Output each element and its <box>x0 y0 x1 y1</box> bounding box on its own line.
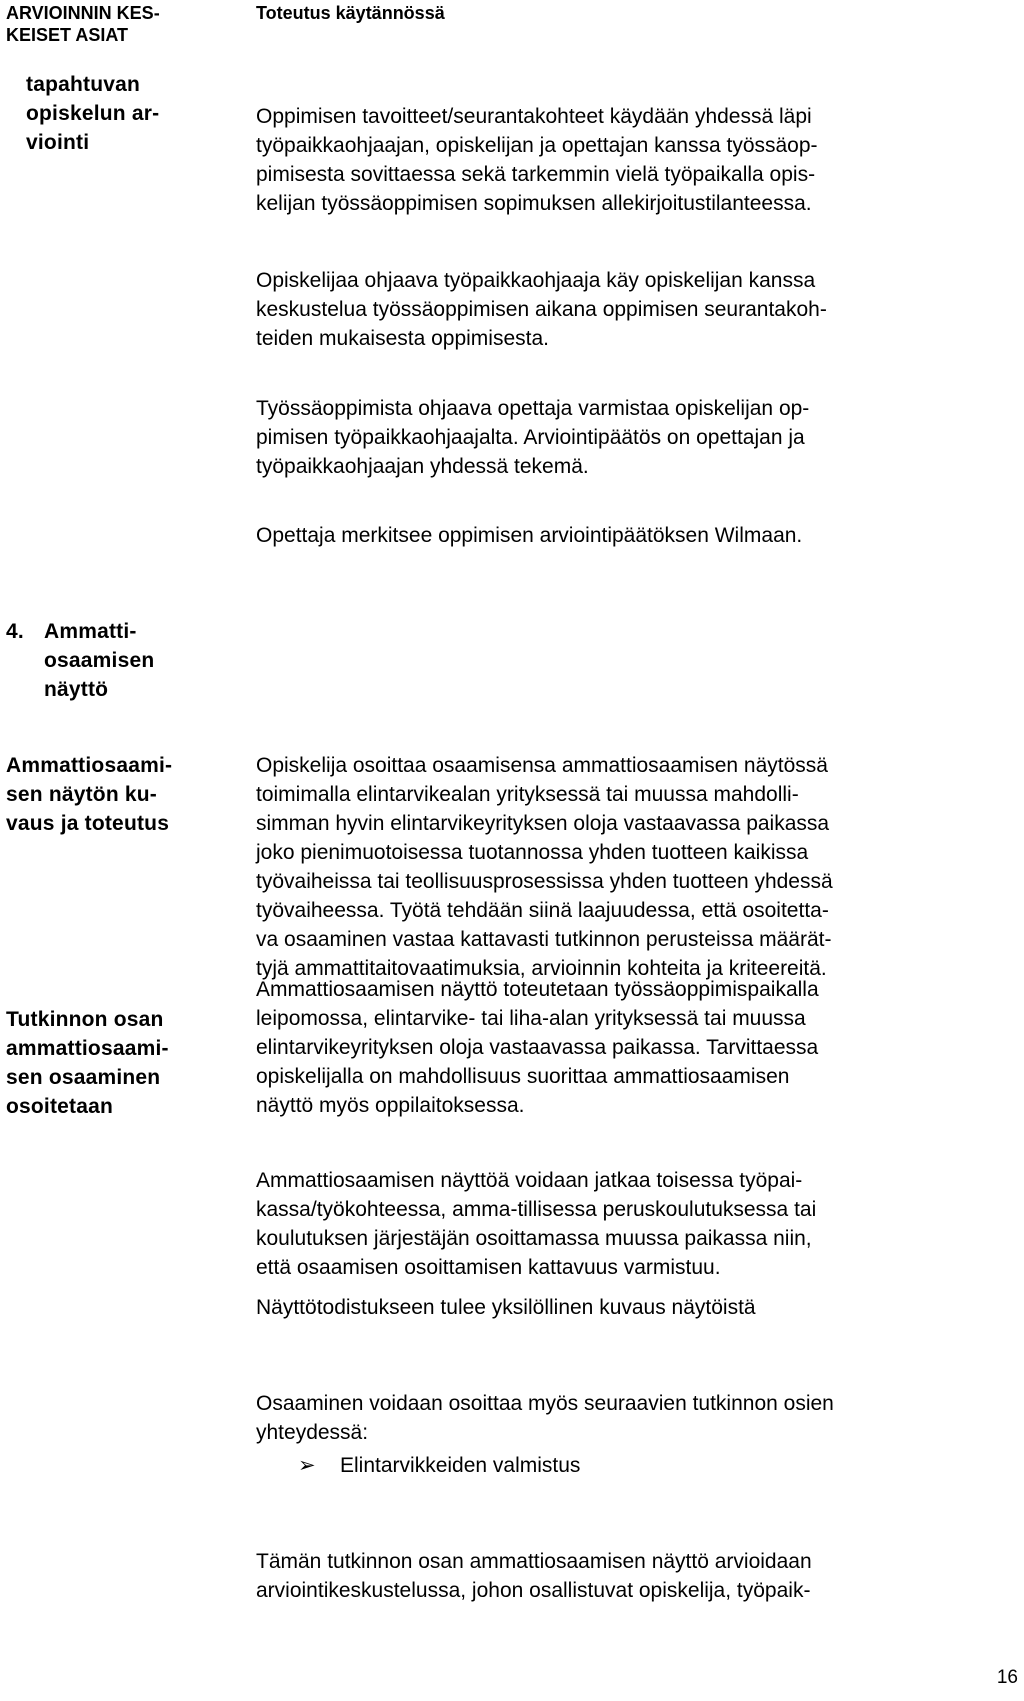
bullet-item <box>298 1451 580 1480</box>
paragraph-arviointi-2: Opiskelijaa ohjaava työpaikkaohjaaja käy opiskelijan kanssa keskustelua työssäoppimisen aikana oppimisen seurantakoh- teiden mukaisesta oppimisesta. <box>256 269 827 350</box>
paragraph-osoitetaan-final: Tämän tutkinnon osan ammattiosaamisen näyttö arvioidaan arviointikeskustelussa, johon osallistuvat opiskelija, työpaik- <box>256 1550 812 1602</box>
section4-title: Ammatti- osaamisen näyttö <box>44 620 155 701</box>
header-right: Toteutus käytännössä <box>256 3 445 23</box>
paragraph-kuvaus: Opiskelija osoittaa osaamisensa ammattiosaamisen näytössä toimimalla elintarvikealan yrityksessä tai muussa mahdolli- simman hyvin elintarvikeyrityksen oloja vastaavassa paikassa joko pienimuotoisessa tuotannossa yhden tuotteen kaikissa työvaiheissa tai teollisuusprosessissa yhden tuotteen yhdessä työvaiheessa. Työtä tehdään siinä laajuudessa, että osoitetta- va osaaminen vastaa kattavasti tutkinnon perusteissa määrät- tyjä ammattitaitovaatimuksia, arvioinnin kohteita ja kriteereitä. <box>256 754 833 980</box>
paragraph-osoitetaan-2: Ammattiosaamisen näyttöä voidaan jatkaa toisessa työpai- kassa/työkohteessa, amma-tillisessa peruskoulutuksessa tai koulutuksen järjestäjän osoittamassa muussa paikassa niin, että osaamisen osoittamisen kattavuus varmistuu. <box>256 1169 817 1279</box>
section-label-kuvaus: Ammattiosaami- sen näytön ku- vaus ja toteutus <box>6 754 173 835</box>
paragraph-osoitetaan-3: Näyttötodistukseen tulee yksilöllinen kuvaus näytöistä <box>256 1296 756 1319</box>
paragraph-arviointi-3: Työssäoppimista ohjaava opettaja varmistaa opiskelijan op- pimisen työpaikkaohjaajalta. Arviointipäätös on opettajan ja työpaikkaohjaajan yhdessä tekemä. <box>256 397 810 478</box>
paragraph-arviointi-1: Oppimisen tavoitteet/seurantakohteet käydään yhdessä läpi työpaikkaohjaajan, opiskelijan ja opettajan kanssa työssäop- pimisesta sovittaessa sekä tarkemmin vielä työpaikalla opis- kelijan työssäoppimisen sopimuksen allekirjoitustilanteessa. <box>256 105 818 215</box>
bullet-item-text: Elintarvikkeiden valmistus <box>340 1454 581 1477</box>
header-left: ARVIOINNIN KES- KEISET ASIAT <box>6 3 160 45</box>
page-number: 16 <box>996 1667 1018 1688</box>
paragraph-arviointi-4: Opettaja merkitsee oppimisen arviointipäätöksen Wilmaan. <box>256 524 803 547</box>
section-label-arviointi: tapahtuvan opiskelun ar- viointi <box>26 73 160 154</box>
paragraph-osoitetaan-4: Osaaminen voidaan osoittaa myös seuraavien tutkinnon osien yhteydessä: <box>256 1392 834 1444</box>
arrow-bullet-icon: ➢ <box>298 1454 316 1477</box>
section4-number: 4. <box>6 620 24 643</box>
paragraph-osoitetaan-1: Ammattiosaamisen näyttö toteutetaan työssäoppimispaikalla leipomossa, elintarvike- tai liha-alan yrityksessä tai muussa elintarvikeyrityksen oloja vastaavassa paikassa. Tarvittaessa opiskelijalla on mahdollisuus suorittaa ammattiosaamisen näyttö myös oppilaitoksessa. <box>256 978 819 1117</box>
section-label-osoitetaan: Tutkinnon osan ammattiosaami- sen osaaminen osoitetaan <box>6 1008 169 1118</box>
